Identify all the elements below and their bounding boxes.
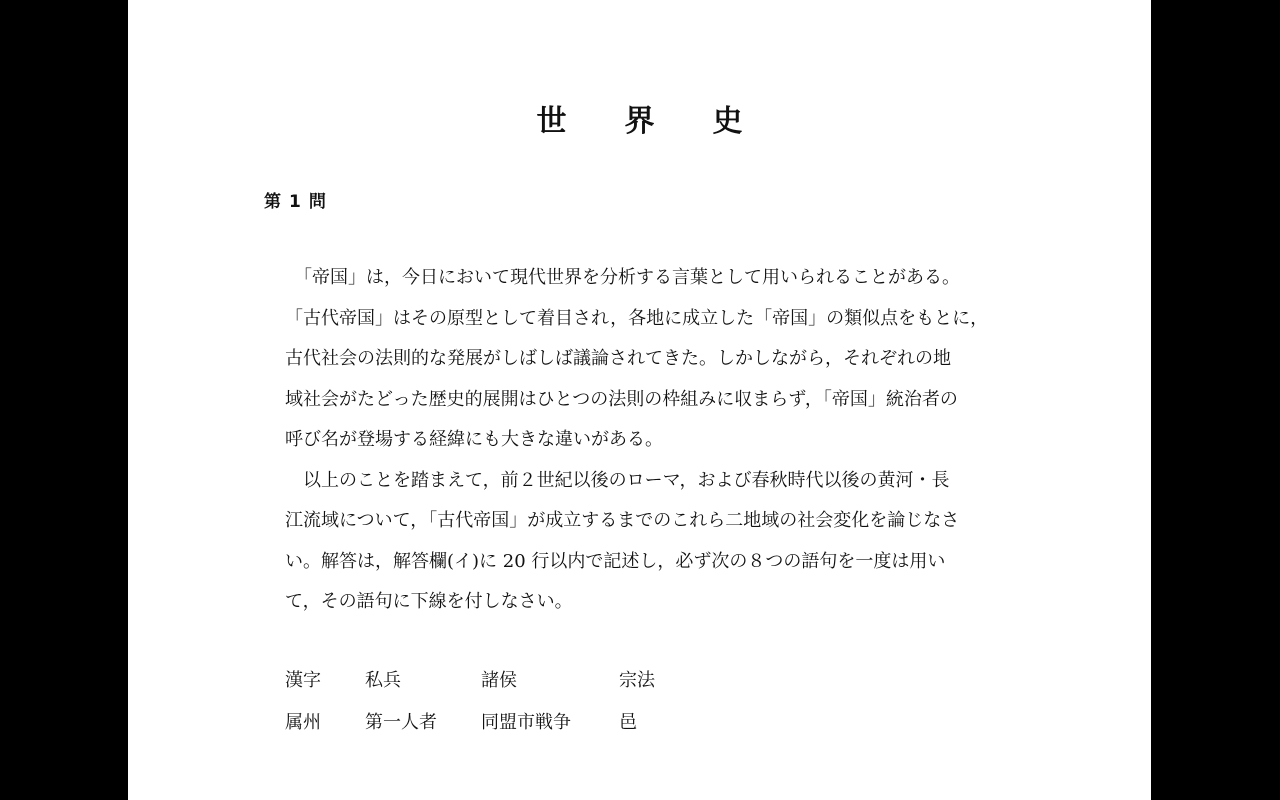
page-title bbox=[128, 96, 1151, 140]
title-char: 史 bbox=[712, 104, 743, 139]
question-label-part: 問 bbox=[308, 192, 326, 212]
title-char: 界 bbox=[624, 104, 655, 139]
body-line: 呼び名が登場する経緯にも大きな違いがある。 bbox=[285, 429, 663, 450]
question-label-part: 1 bbox=[289, 192, 301, 212]
term: 第一人者 bbox=[365, 712, 437, 733]
question-label-part: 第 bbox=[264, 192, 281, 212]
body-line: 以上のことを踏まえて，前２世紀以後のローマ，および春秋時代以後の黄河・長 bbox=[285, 469, 950, 491]
term: 属州 bbox=[285, 712, 321, 733]
term: 諸侯 bbox=[481, 670, 517, 691]
body-line: 「古代帝国」はその原型として着目され，各地に成立した「帝国」の類似点をもとに， bbox=[285, 307, 989, 329]
body-line: い。解答は，解答欄(イ)に 20 行以内で記述し，必ず次の８つの語句を一度は用い bbox=[285, 550, 946, 572]
term-row bbox=[285, 658, 699, 700]
body-line: 古代社会の法則的な発展がしばしば議論されてきた。しかしながら，それぞれの地 bbox=[285, 348, 951, 369]
term: 邑 bbox=[619, 712, 637, 733]
body-line: 江流域について，「古代帝国」が成立するまでのこれら二地域の社会変化を論じなさ bbox=[285, 510, 960, 531]
term-row bbox=[285, 700, 699, 742]
term: 宗法 bbox=[619, 670, 655, 691]
title-char: 世 bbox=[536, 104, 567, 139]
term: 私兵 bbox=[365, 670, 401, 691]
document-page bbox=[128, 0, 1151, 800]
term: 同盟市戦争 bbox=[481, 712, 571, 733]
term: 漢字 bbox=[285, 670, 321, 691]
body-line: 「帝国」は，今日において現代世界を分析する言葉として用いられることがある。 bbox=[285, 267, 960, 288]
question-label bbox=[264, 187, 334, 212]
body-line: 域社会がたどった歴史的展開はひとつの法則の枠組みに収まらず，「帝国」統治者の bbox=[285, 388, 958, 410]
question-body bbox=[285, 258, 1025, 623]
term-list bbox=[285, 658, 699, 742]
body-line: て，その語句に下線を付しなさい。 bbox=[285, 591, 573, 612]
